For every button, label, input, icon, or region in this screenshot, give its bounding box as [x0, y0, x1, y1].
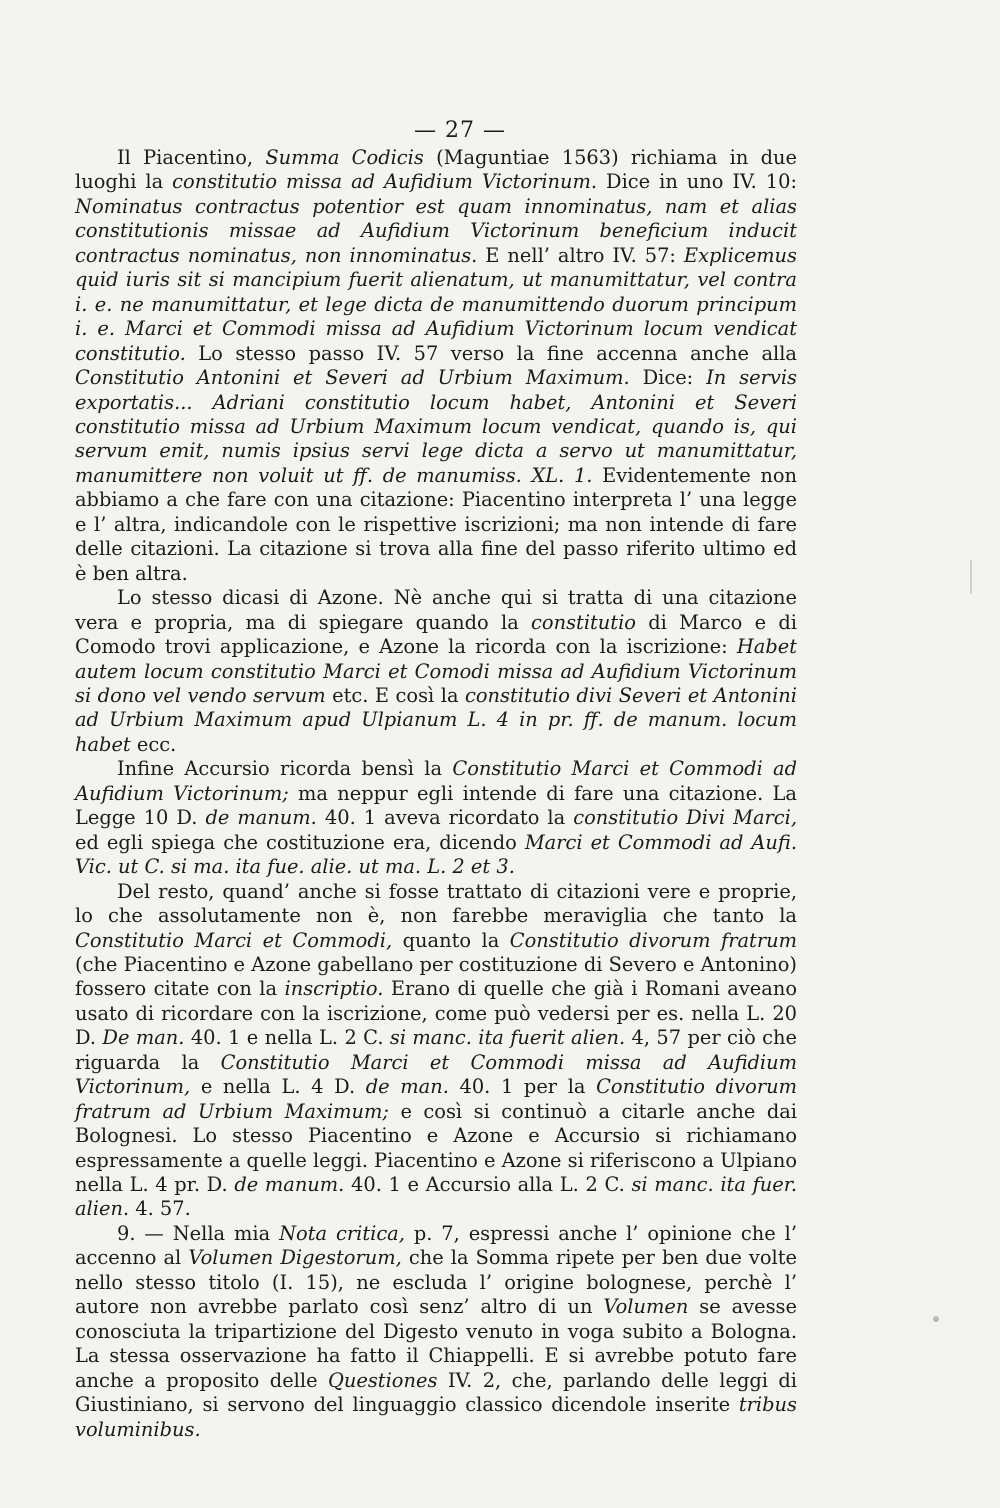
italic-run: Volumen	[603, 1295, 689, 1319]
italic-run: De man.	[102, 1026, 185, 1050]
italic-run: Constitutio Marci et Commodi,	[75, 928, 393, 952]
page-number: — 27 —	[414, 118, 506, 143]
italic-run: Volumen Digestorum,	[188, 1246, 402, 1270]
text-run: e così si continuò a citarle anche dai Bolognesi. Lo stesso Piacentino e Azone e Accursio si richiamano espressamente a quelle leggi. Piacentino e Azone si riferiscono a Ulpiano nella L. 4 pr. D.	[75, 1099, 797, 1197]
text-run: 9. — Nella mia	[117, 1221, 280, 1245]
text-run: 4. 57.	[129, 1197, 191, 1221]
text-run: ed egli spiega che costituzione era, dicendo	[75, 830, 525, 854]
text-run: 40. 1 e nella L. 2 C.	[184, 1026, 390, 1050]
text-run: e nella L. 4 D.	[190, 1075, 366, 1099]
italic-run: Constitutio divorum fratrum	[509, 928, 797, 952]
paper-speck	[933, 1316, 939, 1322]
text-run: Dice:	[629, 366, 707, 390]
text-run: (che Piacentino e Azone gabellano per costituzione di Severo e Antonino) fossero citate con la	[75, 952, 797, 1001]
italic-run: Habet autem locum constitutio Marci et Comodi missa ad Aufidium Victorinum si dono vel vendo servum	[75, 635, 797, 707]
text-run: Il Piacentino,	[117, 146, 266, 169]
italic-run: constitutio divi Severi et Antonini ad Urbium Maximum apud Ulpianum L. 4 in pr. ff. de manum. locum habet	[75, 683, 797, 756]
text-run: 40. 1 e Accursio alla L. 2 C.	[344, 1173, 632, 1197]
italic-run: Explicemus quid iuris sit si mancipium fuerit alienatum, ut manumittatur, vel contra i. e. ne manumittatur, et lege dicta de manumittendo duorum principum i. e. Marci et Commodi missa ad Aufidium Victorinum locum vendicat constitutio.	[75, 243, 797, 365]
italic-run: constitutio Divi Marci,	[573, 806, 798, 830]
italic-run: Constitutio divorum fratrum ad Urbium Maximum;	[75, 1075, 797, 1123]
paragraph-3	[75, 757, 797, 879]
text-run: IV. 2, che, parlando delle leggi di Giustiniano, si servono del linguaggio classico dicendole inserite	[75, 1368, 798, 1417]
text-run: Lo stesso passo IV. 57 verso la fine accenna anche alla	[185, 341, 797, 365]
text-run: che la Somma ripete per ben due volte nello stesso titolo (I. 15), ne escluda l’ origine bolognese, perchè l’ autore non avrebbe parlato così senz’ altro di un	[75, 1246, 797, 1319]
paragraph-1	[75, 146, 797, 586]
text-run: se avesse conosciuta la tripartizione del Digesto venuto in voga subito a Bologna. La stessa osservazione ha fatto il Chiappelli. E si avrebbe potuto fare anche a proposito delle	[75, 1295, 797, 1392]
text-run: Del resto, quand’ anche si fosse trattato di citazioni vere e proprie, lo che assolutamente non è, non farebbe meraviglia che tanto la	[75, 879, 797, 928]
text-run: Dice in uno IV. 10:	[597, 170, 797, 194]
paragraph-4	[75, 880, 797, 1222]
italic-run: Marci et Commodi ad Aufi. Vic. ut C. si ma. ita fue. alie. ut ma. L. 2 et 3.	[75, 830, 797, 879]
italic-run: Questiones	[328, 1368, 438, 1392]
text-run: ma neppur egli intende di fare una citazione. La Legge 10 D.	[75, 781, 797, 830]
italic-run: Nominatus contractus potentior est quam innominatus, nam et alias constitutionis missae ad Aufidium Victorinum beneficium inducit contractus nominatus, non innominatus.	[75, 194, 797, 267]
italic-run: si manc. ita fuer. alien.	[75, 1173, 798, 1221]
text-run: Infine Accursio ricorda bensì la	[117, 757, 453, 781]
text-run: di Marco e di Comodo trovi applicazione, e Azone la ricorda con la iscrizione:	[75, 610, 797, 659]
italic-run: tribus voluminibus.	[75, 1393, 797, 1441]
italic-run: constitutio	[531, 610, 636, 634]
text-run: (Maguntiae 1563) richiama in due luoghi la	[75, 146, 797, 194]
text-run: Lo stesso dicasi di Azone. Nè anche qui si tratta di una citazione vera e propria, ma di spiegare quando la	[75, 586, 797, 634]
italic-run: de manum.	[205, 806, 317, 830]
italic-run: Constitutio Antonini et Severi ad Urbium Maximum.	[75, 366, 630, 390]
text-run: E nell’ altro IV. 57:	[477, 243, 684, 267]
italic-run: de manum.	[234, 1173, 345, 1197]
body-text	[75, 146, 797, 1442]
text-run: p. 7, espressi anche l’ opinione che l’ accenno al	[75, 1221, 797, 1270]
text-run: ecc.	[130, 732, 177, 756]
paragraph-2	[75, 586, 797, 757]
text-run: 40. 1 aveva ricordato la	[316, 806, 574, 830]
italic-run: In servis exportatis... Adriani constitutio locum habet, Antonini et Severi constitutio missa ad Urbium Maximum locum vendicat, quando is, qui servum emit, numis ipsius servi lege dicta a servo ut manumittatur, manumittere non voluit ut ff. de manumiss. XL. 1.	[75, 366, 797, 487]
italic-run: Constitutio Marci et Commodi ad Aufidium Victorinum;	[75, 757, 798, 805]
text-run: 40. 1 per la	[448, 1075, 597, 1099]
italic-run: Summa Codicis	[265, 146, 424, 169]
text-run: etc. E così la	[325, 683, 466, 707]
paper-speck	[970, 560, 972, 594]
text-run: Evidentemente non abbiamo a che fare con una citazione: Piacentino interpreta l’ una legge e l’ altra, indicandole con le rispettive iscrizioni; ma non intende di fare delle citazioni. La citazione si trova alla fine del passo riferito ultimo ed è ben altra.	[75, 463, 797, 585]
text-run: Erano di quelle che già i Romani aveano usato di ricordare con la iscrizione, come può vedersi per es. nella L. 20 D.	[75, 977, 797, 1050]
italic-run: Nota critica,	[279, 1221, 405, 1245]
text-run: 4, 57 per ciò che riguarda la	[75, 1026, 797, 1074]
italic-run: Constitutio Marci et Commodi missa ad Aufidium Victorinum,	[75, 1050, 798, 1099]
italic-run: de man.	[365, 1075, 449, 1099]
text-run: quanto la	[392, 928, 510, 952]
paragraph-5	[75, 1222, 797, 1442]
italic-run: si manc. ita fuerit alien.	[389, 1026, 626, 1050]
italic-run: inscriptio.	[284, 977, 384, 1001]
italic-run: constitutio missa ad Aufidium Victorinum.	[172, 170, 598, 194]
